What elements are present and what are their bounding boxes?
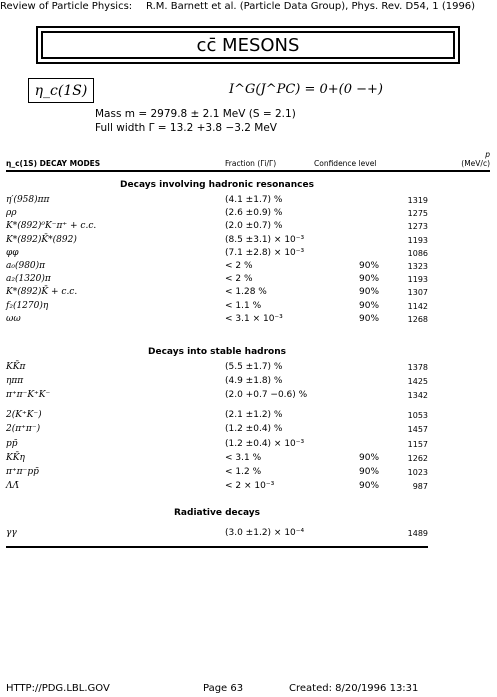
decay-row	[6, 261, 428, 275]
branching-fraction: (1.2 ±0.4) %	[225, 424, 283, 435]
decay-row	[6, 195, 428, 209]
branching-fraction: < 2 × 10⁻³	[225, 480, 275, 491]
branching-fraction: (4.1 ±1.7) %	[225, 195, 283, 205]
decay-row	[6, 287, 428, 301]
quantum-numbers: I^G(J^PC) = 0+(0 −+)	[229, 82, 384, 97]
decay-mode: ρρ	[6, 208, 17, 219]
decay-mode: K*(892)⁰K⁻π⁺ + c.c.	[6, 221, 97, 232]
decay-row	[6, 410, 428, 424]
decay-mode: φφ	[6, 247, 19, 258]
decay-mode: KK̄π	[6, 362, 26, 372]
particle-name-box	[28, 78, 94, 103]
decay-row	[6, 439, 428, 453]
footer-url: HTTP://PDG.LBL.GOV	[6, 683, 110, 694]
confidence-level: 90%	[359, 452, 380, 463]
decay-mode: ωω	[6, 313, 21, 324]
branching-fraction: (3.0 ±1.2) × 10⁻⁴	[225, 528, 305, 538]
decay-mode: ηππ	[6, 376, 24, 387]
decay-row	[6, 528, 428, 542]
decay-row	[6, 424, 428, 438]
confidence-level: 90%	[359, 313, 380, 324]
momentum: 1307	[407, 288, 428, 298]
momentum: 1378	[407, 363, 428, 372]
section-title: Decays involving hadronic resonances	[120, 180, 314, 190]
decay-mode: ΛΛ̄	[6, 480, 19, 491]
decay-row	[6, 481, 428, 495]
confidence-level: 90%	[359, 480, 380, 491]
decay-mode: pp̄	[6, 438, 18, 449]
momentum: 1489	[407, 529, 428, 538]
header-rule	[6, 170, 490, 172]
decay-row	[6, 390, 428, 404]
branching-fraction: (5.5 ±1.7) %	[225, 362, 283, 372]
momentum: 1142	[407, 301, 428, 311]
decay-row	[6, 248, 428, 262]
decay-row	[6, 314, 428, 328]
decay-mode: 2(K⁺K⁻)	[6, 410, 42, 421]
decay-row	[6, 235, 428, 249]
momentum: 1086	[407, 248, 428, 258]
page-title: cc̄ MESONS	[196, 34, 300, 56]
momentum: 1275	[407, 209, 428, 219]
branching-fraction: (7.1 ±2.8) × 10⁻³	[225, 247, 305, 258]
bottom-rule	[6, 546, 428, 548]
momentum: 1323	[407, 262, 428, 271]
momentum: 1273	[407, 222, 428, 232]
momentum: 1193	[407, 275, 428, 285]
branching-fraction: (1.2 ±0.4) × 10⁻³	[225, 438, 305, 449]
section-title: Radiative decays	[174, 508, 260, 518]
footer-page: Page 63	[203, 683, 244, 694]
decay-row	[6, 467, 428, 481]
title-box-inner	[41, 31, 455, 59]
branching-fraction: (4.9 ±1.8) %	[225, 376, 283, 387]
momentum: 1342	[407, 391, 428, 401]
decay-mode: π⁺π⁻pp̄	[6, 466, 39, 477]
decay-mode: γγ	[6, 528, 17, 538]
col-p-symbol: p	[485, 150, 490, 159]
momentum: 1053	[407, 411, 428, 421]
decay-row	[6, 453, 428, 467]
momentum: 1457	[407, 425, 428, 435]
col-confidence: Confidence level	[314, 159, 377, 168]
decay-mode: f₂(1270)η	[6, 300, 49, 311]
decay-mode: η′(958)ππ	[6, 195, 50, 205]
branching-fraction: < 3.1 %	[225, 452, 262, 463]
col-p-unit: (MeV/c)	[461, 159, 490, 168]
momentum: 1262	[407, 453, 428, 463]
momentum: 1023	[407, 467, 428, 477]
branching-fraction: < 3.1 × 10⁻³	[225, 313, 283, 324]
decay-mode: KK̄η	[6, 452, 25, 463]
decay-row	[6, 362, 428, 376]
confidence-level: 90%	[359, 261, 380, 271]
title-box	[36, 26, 460, 64]
branching-fraction: (2.0 ±0.7) %	[225, 221, 283, 232]
momentum: 1157	[407, 439, 428, 449]
confidence-level: 90%	[359, 274, 380, 285]
header-left: Review of Particle Physics:	[0, 1, 133, 12]
branching-fraction: < 2 %	[225, 261, 253, 271]
mass: Mass m = 2979.8 ± 2.1 MeV (S = 2.1)	[95, 108, 296, 120]
decay-mode: K*(892)K̄ + c.c.	[6, 287, 78, 298]
branching-fraction: (8.5 ±3.1) × 10⁻³	[225, 234, 305, 245]
branching-fraction: < 1.2 %	[225, 466, 262, 477]
branching-fraction: < 2 %	[225, 274, 253, 285]
branching-fraction: (2.0 +0.7 −0.6) %	[225, 390, 308, 401]
section-title: Decays into stable hadrons	[148, 347, 286, 357]
decay-row	[6, 376, 428, 390]
decay-mode: a₀(980)π	[6, 261, 46, 271]
col-fraction: Fraction (Γi/Γ)	[225, 159, 277, 168]
momentum: 987	[412, 481, 428, 491]
confidence-level: 90%	[359, 300, 380, 311]
decay-mode: K*(892)K̄*(892)	[6, 234, 77, 245]
branching-fraction: (2.6 ±0.9) %	[225, 208, 283, 219]
branching-fraction: < 1.1 %	[225, 300, 262, 311]
momentum: 1268	[407, 314, 428, 324]
confidence-level: 90%	[359, 466, 380, 477]
branching-fraction: (2.1 ±1.2) %	[225, 410, 283, 421]
footer-created: Created: 8/20/1996 13:31	[289, 683, 419, 694]
decay-row	[6, 301, 428, 315]
full-width: Full width Γ = 13.2 +3.8 −3.2 MeV	[95, 122, 277, 134]
decay-mode: π⁺π⁻K⁺K⁻	[6, 390, 51, 401]
decay-mode: 2(π⁺π⁻)	[6, 424, 41, 435]
decay-row	[6, 221, 428, 235]
column-header	[6, 148, 490, 170]
header-right: R.M. Barnett et al. (Particle Data Group), Phys. Rev. D54, 1 (1996)	[146, 1, 476, 12]
confidence-level: 90%	[359, 287, 380, 298]
branching-fraction: < 1.28 %	[225, 287, 267, 298]
momentum: 1193	[407, 235, 428, 245]
col-modes: η_c(1S) DECAY MODES	[6, 159, 101, 168]
decay-mode: a₂(1320)π	[6, 274, 51, 285]
momentum: 1425	[407, 377, 428, 387]
momentum: 1319	[407, 196, 428, 205]
particle-name: η_c(1S)	[34, 82, 88, 99]
